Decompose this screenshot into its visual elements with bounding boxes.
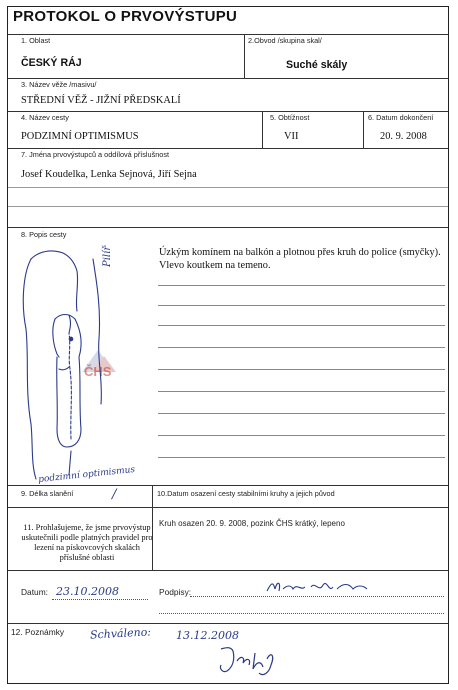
rule xyxy=(8,485,448,486)
vez-label: 3. Název věže /masivu/ xyxy=(21,80,97,89)
description-line xyxy=(158,305,445,306)
podpisy-dots xyxy=(159,613,444,614)
obtiznost-label: 5. Obtížnost xyxy=(270,113,310,122)
rule xyxy=(8,34,448,35)
osazeni-value: Kruh osazen 20. 9. 2008, pozink ČHS krátký, lepeno xyxy=(159,519,345,528)
obvod-value: Suché skály xyxy=(286,59,348,71)
sketch-side-label: Pilíř xyxy=(102,245,113,267)
cesta-label: 4. Název cesty xyxy=(21,113,69,122)
description-line xyxy=(158,457,445,458)
rule xyxy=(8,507,448,508)
schvaleno-text: Schváleno: xyxy=(89,625,152,642)
description-line xyxy=(158,369,445,370)
rule xyxy=(244,34,245,78)
watermark-text: ČHS xyxy=(84,364,112,379)
rule xyxy=(262,111,263,148)
datum-dokonceni-value: 20. 9. 2008 xyxy=(380,131,427,142)
oblast-label: 1. Oblast xyxy=(21,36,51,45)
popis-label: 8. Popis cesty xyxy=(21,230,67,239)
jmena-label: 7. Jména prvovýstupců a oddílová příslušnost xyxy=(21,150,170,159)
datum-value: 23.10.2008 xyxy=(56,585,119,598)
rule xyxy=(8,623,448,624)
rule xyxy=(8,111,448,112)
rule xyxy=(8,570,448,571)
description-line xyxy=(158,325,445,326)
description-line xyxy=(158,285,445,286)
prohlaseni-text: 11. Prohlašujeme, že jsme prvovýstup uskutečnili podle platných pravidel pro lezení na pískovcových skalách příslušné oblasti xyxy=(21,523,153,562)
rule xyxy=(8,187,448,188)
description-line xyxy=(158,391,445,392)
podpisy-label: Podpisy: xyxy=(159,587,192,597)
vez-value: STŘEDNÍ VĚŽ - JIŽNÍ PŘEDSKALÍ xyxy=(21,95,181,106)
description-line xyxy=(158,347,445,348)
delka-label: 9. Délka slanění xyxy=(21,489,74,498)
rule xyxy=(8,78,448,79)
approval-signature xyxy=(213,643,283,679)
datum-label: Datum: xyxy=(21,587,48,597)
description-line xyxy=(158,435,445,436)
datum-dots xyxy=(52,599,148,600)
form-title: PROTOKOL O PRVOVÝSTUPU xyxy=(13,8,238,25)
obtiznost-value: VII xyxy=(284,131,299,142)
rule xyxy=(363,111,364,148)
rule xyxy=(8,206,448,207)
osazeni-label: 10.Datum osazení cesty stabilními kruhy a jejich původ xyxy=(157,489,335,498)
rule xyxy=(8,148,448,149)
poznamky-label: 12. Poznámky xyxy=(11,627,65,637)
cesta-value: PODZIMNÍ OPTIMISMUS xyxy=(21,131,139,142)
popis-text: Úzkým komínem na balkón a plotnou přes kruh do police (smyčky). Vlevo koutkem na temeno. xyxy=(159,247,441,271)
jmena-value: Josef Koudelka, Lenka Sejnová, Jiří Sejna xyxy=(21,169,197,180)
sketch-route-label: podzimní optimismus xyxy=(37,464,136,486)
datum-dokonceni-label: 6. Datum dokončení xyxy=(368,113,434,122)
obvod-label: 2.Obvod /skupina skal/ xyxy=(248,36,322,45)
delka-value: / xyxy=(112,487,117,502)
protocol-form xyxy=(7,6,449,684)
signature-image xyxy=(263,577,373,597)
description-line xyxy=(158,413,445,414)
schvaleno-date: 13.12.2008 xyxy=(176,629,239,642)
oblast-value: ČESKÝ RÁJ xyxy=(21,57,82,69)
rule xyxy=(8,227,448,228)
route-sketch xyxy=(11,229,151,484)
